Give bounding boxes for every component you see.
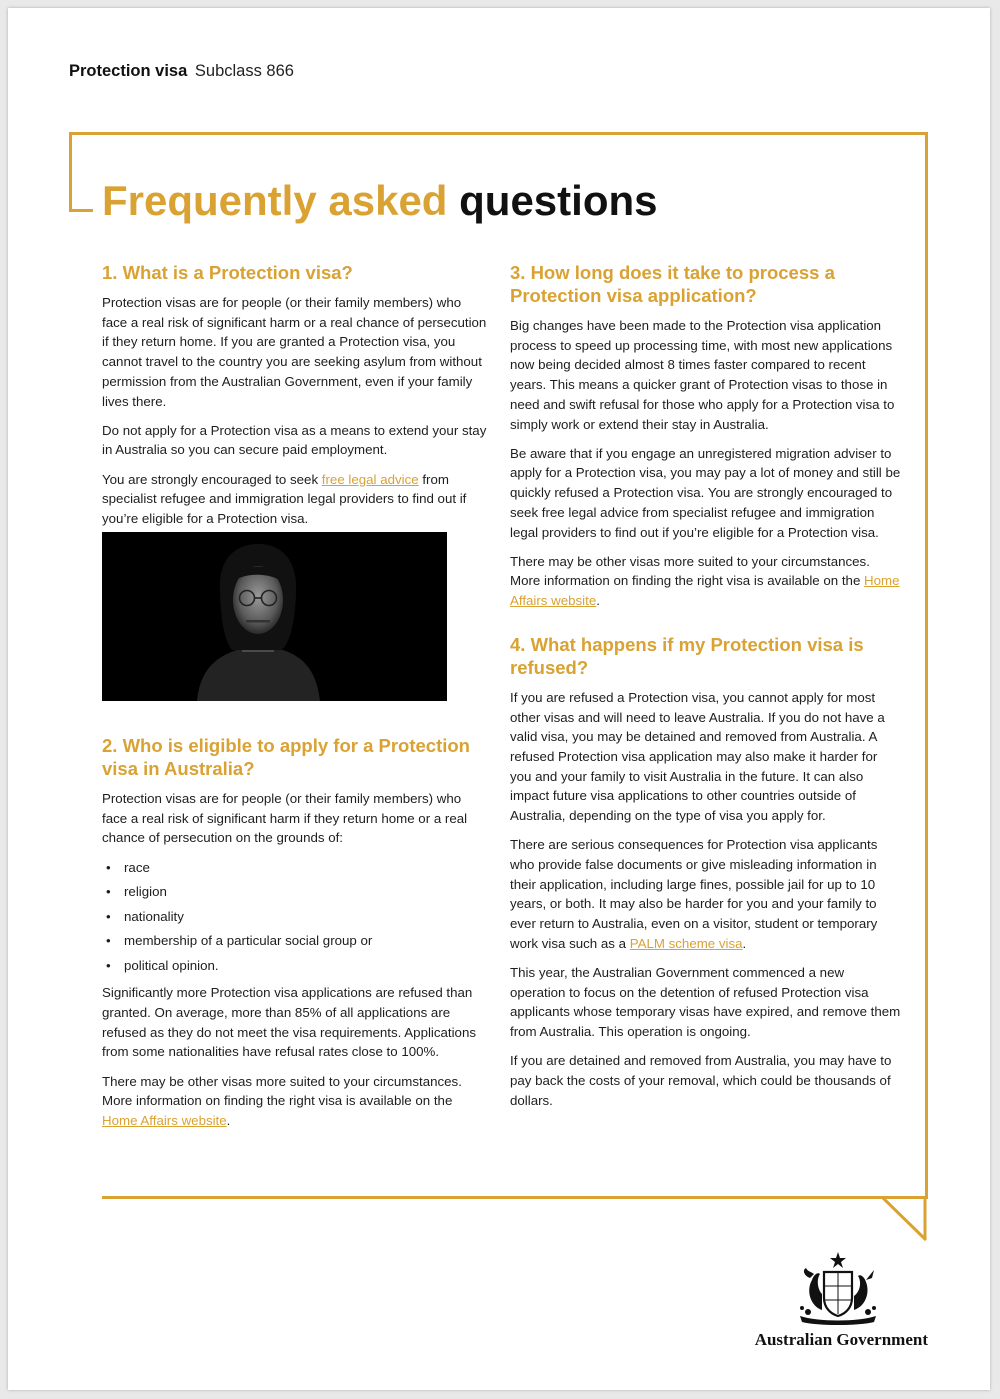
page-title	[102, 177, 658, 224]
list-item: • political opinion.	[102, 956, 488, 976]
list-item: • religion	[102, 882, 488, 902]
faq-4-question: 4. What happens if my Protection visa is refused?	[510, 633, 864, 678]
free-legal-advice-link[interactable]: free legal advice	[321, 471, 419, 487]
home-affairs-link[interactable]: Home Affairs website	[510, 573, 900, 609]
faq-4-paragraph-2: There are serious consequences for Protection visa applicants who provide false documents or give misleading information in their application, including large fines, possible jail for up to 10 years, or both. It may also be harder for you and your family to ever return to Australia, even on a visitor, student or temporary work visa such as a PALM scheme visa.	[510, 837, 878, 951]
faq-2-paragraph-2: Significantly more Protection visa applications are refused than granted. On average, more than 85% of all applications are refused as they do not meet the visa requirements. Applications from some nationalities have refusal rates close to 100%.	[102, 985, 477, 1060]
home-affairs-link[interactable]: Home Affairs website	[102, 1113, 227, 1129]
frame-top-line	[69, 132, 928, 135]
document-page	[8, 8, 990, 1390]
palm-scheme-link[interactable]: PALM scheme visa	[629, 935, 743, 951]
faq-4-paragraph-1: If you are refused a Protection visa, you cannot apply for most other visas and will need to leave Australia. If you do not have a valid visa, you may be detained and removed from Australia. A refused Protection visa application may also make it harder for you and your family to visit Australia in the future. It can also impact future visa applications to other countries outside of Australia, depending on the type of visa you apply for.	[510, 689, 885, 824]
government-logo	[708, 1248, 948, 1353]
faq-3-question: 3. How long does it take to process a Protection visa application?	[510, 262, 835, 306]
faq-4	[510, 633, 902, 1111]
faq-1	[102, 261, 488, 538]
grounds-list	[102, 858, 488, 976]
government-name: Australian Government	[754, 1330, 928, 1349]
faq-3-paragraph-1: Big changes have been made to the Protection visa application process to speed up processing time, with most new applications now being decided almost 8 times faster compared to recent years. This means a quicker grant of Protection visas to those in need and swift refusal for those who apply for a Protection visa to simply work or extend their stay in Australia.	[510, 318, 895, 432]
header-title: Protection visa	[69, 62, 188, 80]
faq-4-paragraph-4: If you are detained and removed from Australia, you may have to pay back the costs of your removal, which could be thousands of dollars.	[510, 1053, 892, 1108]
frame-left-line	[69, 132, 72, 212]
faq-1-paragraph-1: Protection visas are for people (or their family members) who face a real risk of significant harm or a real chance of persecution if they return home. If you are granted a Protection visa, you cannot travel to the country you are seeking asylum from without permission from the Australian Government, even if your family lives there.	[102, 295, 487, 409]
faq-4-paragraph-3: This year, the Australian Government commenced a new operation to focus on the detention of refused Protection visa applicants whose temporary visas have expired, and remove them from Australia. This operation is ongoing.	[510, 964, 901, 1040]
faq-2	[102, 734, 488, 1140]
faq-2-paragraph-3: There may be other visas more suited to your circumstances. More information on finding the right visa is available on the Home Affairs website.	[102, 1073, 462, 1129]
frame-left-tick	[69, 209, 93, 212]
faq-3	[510, 261, 902, 611]
frame-bottom-line	[102, 1196, 884, 1199]
frame-right-line	[925, 132, 928, 1199]
document-header	[69, 62, 294, 81]
frame-tail	[880, 1194, 930, 1254]
portrait-illustration	[102, 532, 447, 701]
faq-3-paragraph-2: Be aware that if you engage an unregistered migration adviser to apply for a Protection visa, you may pay a lot of money and still be quickly refused a Protection visa. You are strongly encouraged to seek free legal advice from specialist refugee and immigration legal providers to find out if you’re eligible for a Protection visa.	[510, 445, 901, 540]
faq-1-paragraph-3: You are strongly encouraged to seek free legal advice from specialist refugee and immigration legal providers to find out if you’re eligible for a Protection visa.	[102, 471, 467, 527]
coat-of-arms-icon	[788, 1250, 888, 1328]
faq-3-paragraph-3: There may be other visas more suited to your circumstances. More information on finding the right visa is available on the Home Affairs website.	[510, 553, 900, 609]
title-highlight: Frequently asked	[102, 177, 448, 224]
list-item: • race	[102, 858, 488, 878]
faq-2-paragraph-1: Protection visas are for people (or their family members) who face a real risk of significant harm if they return home or a real chance of persecution on the grounds of:	[102, 791, 468, 846]
faq-1-paragraph-2: Do not apply for a Protection visa as a means to extend your stay in Australia so you can secure paid employment.	[102, 422, 487, 458]
faq-2-question: 2. Who is eligible to apply for a Protection visa in Australia?	[102, 735, 470, 779]
faq-1-question: 1. What is a Protection visa?	[102, 262, 353, 283]
list-item: • nationality	[102, 907, 488, 927]
list-item: • membership of a particular social group or	[102, 931, 488, 951]
header-subtitle: Subclass 866	[194, 62, 294, 80]
title-rest: questions	[459, 177, 658, 224]
faq-right-column	[510, 261, 902, 1120]
portrait-photo	[102, 532, 447, 701]
